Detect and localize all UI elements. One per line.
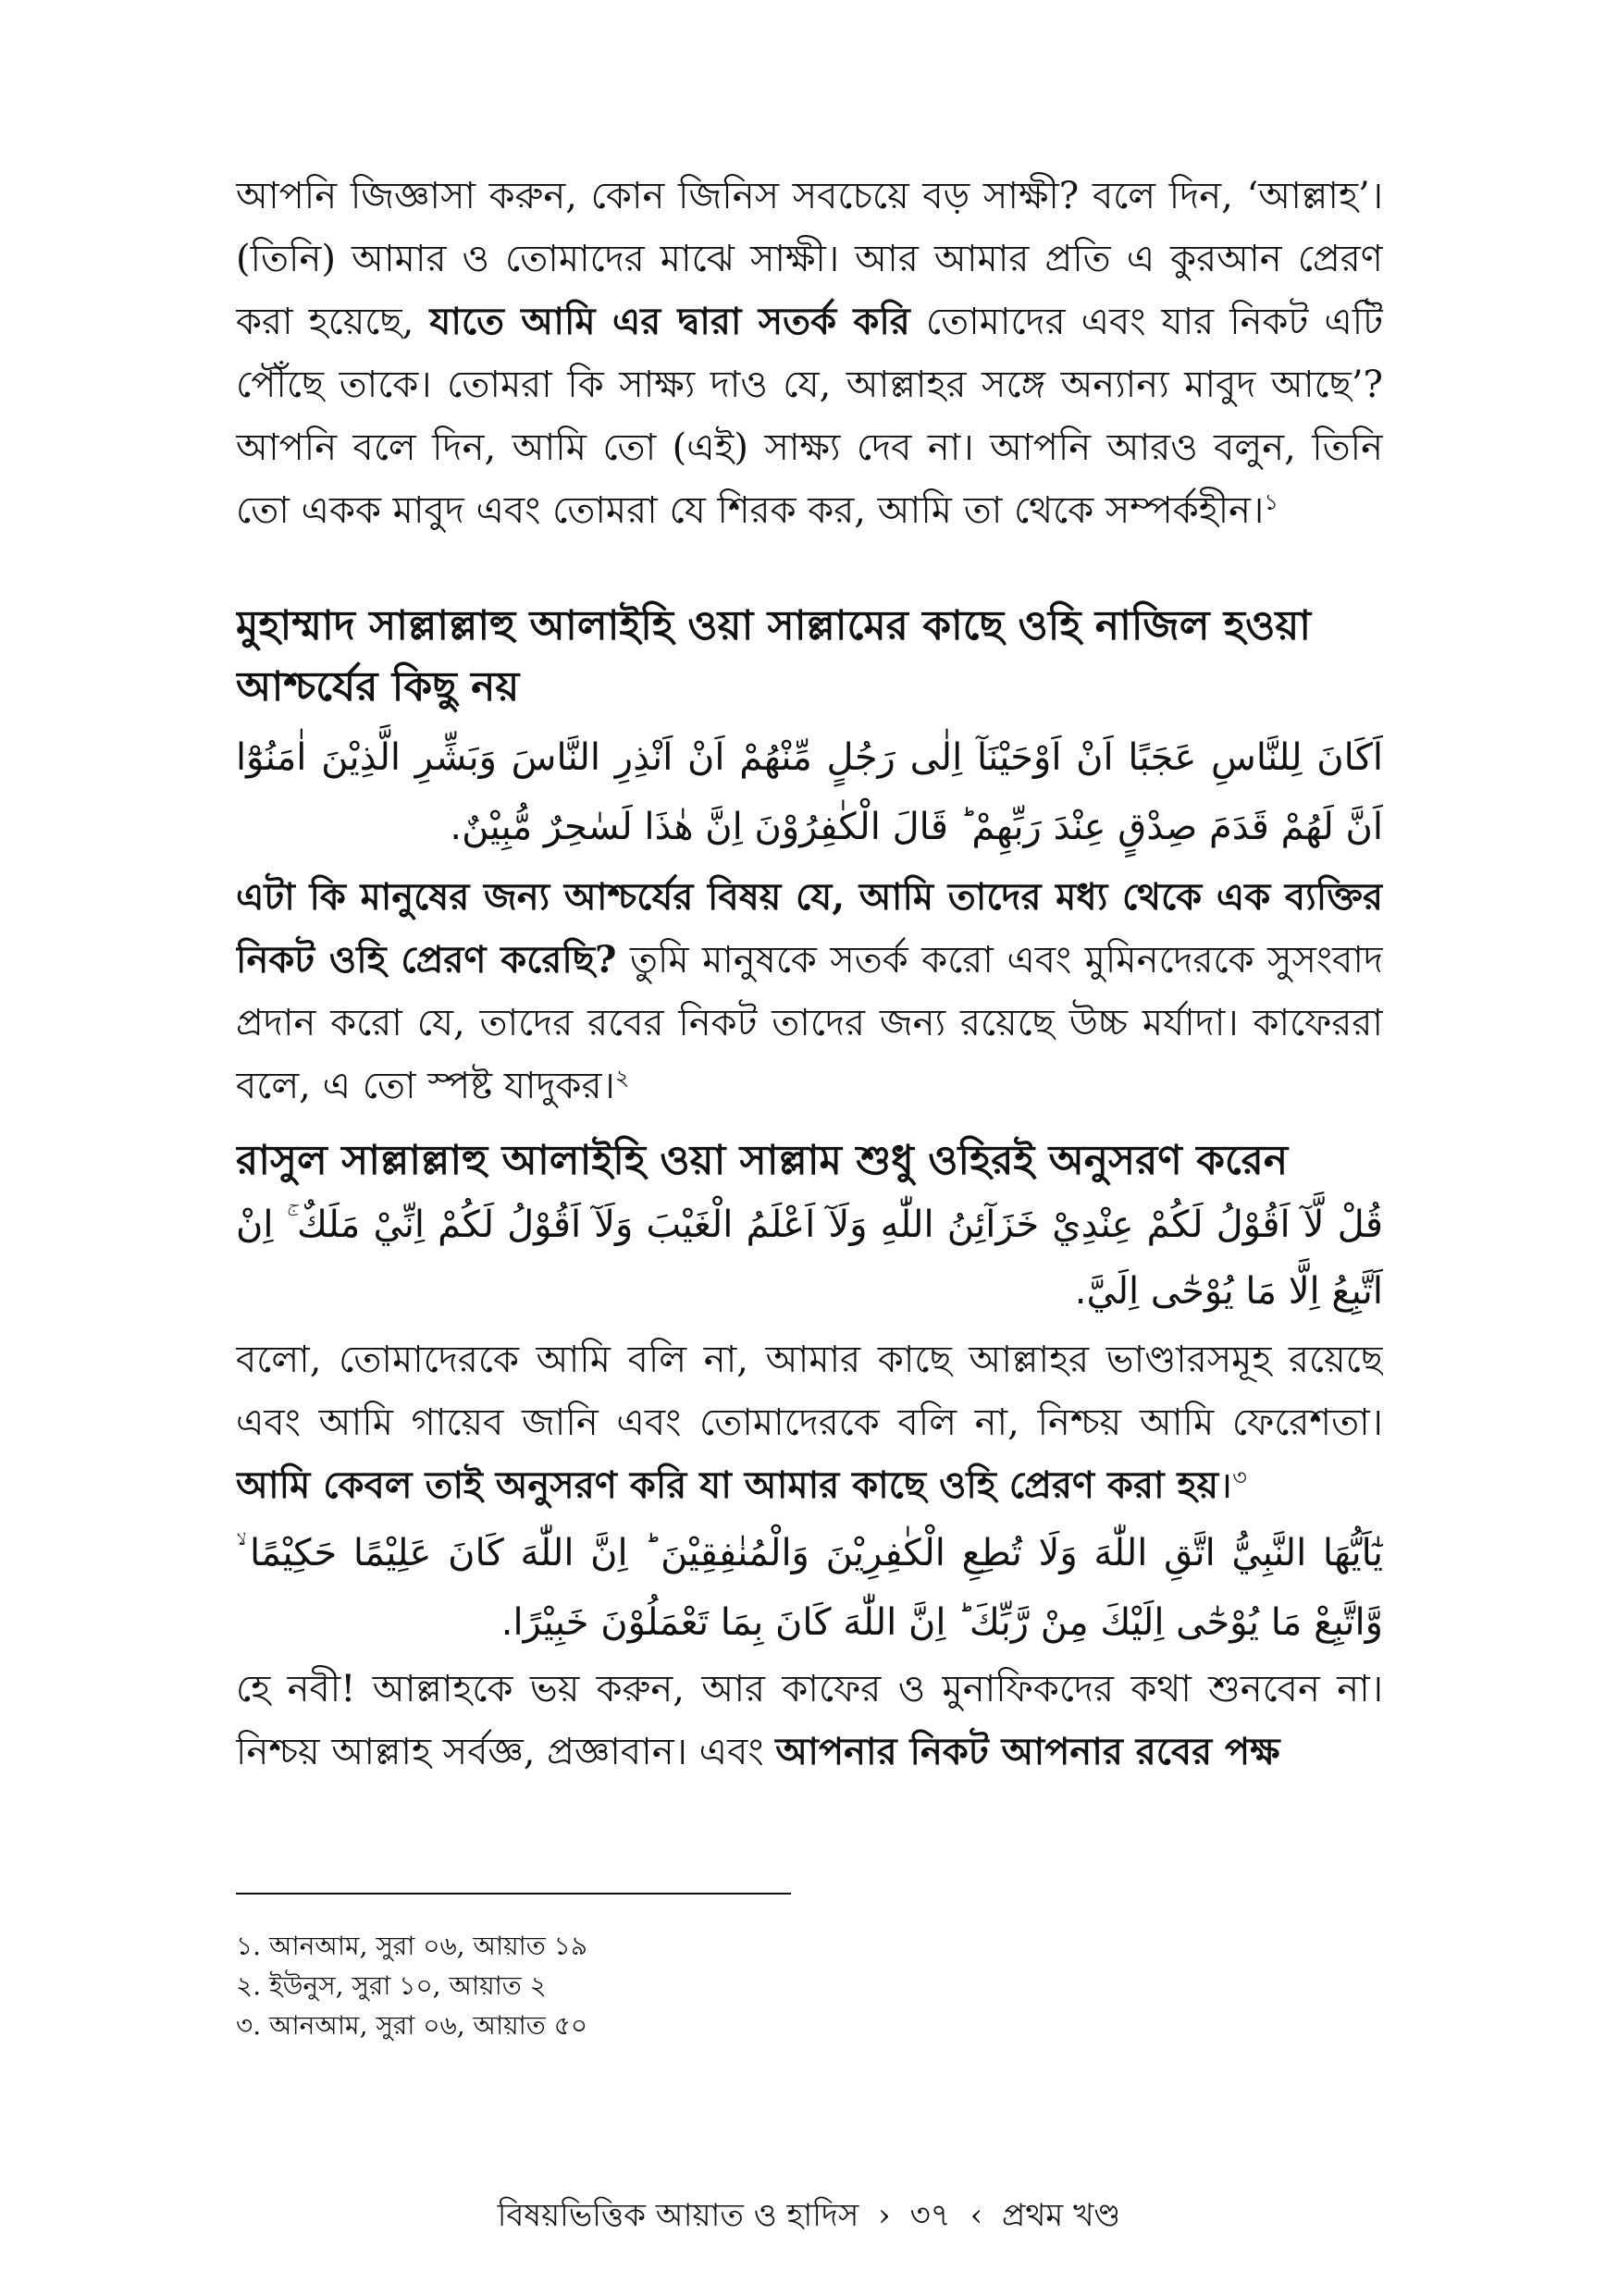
- paragraph-4-text-a: হে নবী! আল্লাহকে ভয় করুন, আর কাফের ও মুনাফিকদের কথা শুনবেন না। নিশ্চয় আল্লাহ সর্বজ্ঞ, প্রজ্ঞাবান। এবং: [236, 1668, 1383, 1773]
- paragraph-1-text-c: তোমাদের এবং যার নিকট এটি পৌঁছে তাকে। তোমরা কি সাক্ষ্য দাও যে, আল্লাহর সঙ্গে অন্যান্য মাবুদ আছে’? আপনি বলে দিন, আমি তো (এই) সাক্ষ্য দেব না। আপনি আরও বলুন, তিনি তো একক মাবুদ এবং তোমরা যে শিরক কর, আমি তা থেকে সম্পর্কহীন।: [236, 301, 1383, 532]
- section-heading-1: মুহাম্মাদ সাল্লাল্লাহু আলাইহি ওয়া সাল্লামের কাছে ওহি নাজিল হওয়া আশ্চর্যের কিছু নয়: [236, 602, 1312, 710]
- footnote-ref-2: ২: [614, 1065, 630, 1091]
- paragraph-3-text-c: ।: [1218, 1464, 1233, 1507]
- arabic-verse-1: اَكَانَ لِلنَّاسِ عَجَبًا اَنْ اَوْحَيْنَآ اِلٰى رَجُلٍ مِّنْهُمْ اَنْ اَنْذِرِ النَّاسَ وَبَشِّرِ الَّذِيْنَ اٰمَنُوْٓا اَنَّ لَهُمْ قَدَمَ صِدْقٍ عِنْدَ رَبِّهِمْ ؕ قَالَ الْكٰفِرُوْنَ اِنَّ هٰذَا لَسٰحِرٌ مُّبِيْنٌ.: [236, 736, 1383, 848]
- footer-separator-left: ›: [878, 2197, 891, 2234]
- paragraph-2-bold-text: এটা কি মানুষের জন্য আশ্চর্যের বিষয় যে, আমি তাদের মধ্য থেকে এক ব্যক্তির নিকট ওহি প্রেরণ করেছি?: [236, 875, 1383, 981]
- paragraph-2-text-rest: তুমি মানুষকে সতর্ক করো এবং মুমিনদেরকে সুসংবাদ প্রদান করো যে, তাদের রবের নিকট তাদের জন্য রয়েছে উচ্চ মর্যাদা। কাফেররা বলে, এ তো স্পষ্ট যাদুকর।: [236, 939, 1383, 1107]
- footnote-1: ১. আনআম, সুরা ০৬, আয়াত ১৯: [236, 1931, 588, 1961]
- footer-volume: প্রথম খণ্ড: [1002, 2197, 1121, 2234]
- footnote-2: ২. ইউনুস, সুরা ১০, আয়াত ২: [236, 1970, 547, 2001]
- paragraph-2: [236, 866, 1383, 1117]
- section-heading-2: রাসুল সাল্লাল্লাহু আলাইহি ওয়া সাল্লাম শুধু ওহিরই অনুসরণ করেন: [236, 1137, 1289, 1184]
- paragraph-3-text-a: বলো, তোমাদেরকে আমি বলি না, আমার কাছে আল্লাহর ভাণ্ডারসমূহ রয়েছে এবং আমি গায়েব জানি এবং তোমাদেরকে বলি না, নিশ্চয় আমি ফেরেশতা।: [236, 1339, 1383, 1444]
- paragraph-1-bold-text: যাতে আমি এর দ্বারা সতর্ক করি: [429, 300, 910, 343]
- arabic-verse-3: يٰٓاَيُّهَا النَّبِيُّ اتَّقِ اللّٰهَ وَلَا تُطِعِ الْكٰفِرِيْنَ وَالْمُنٰفِقِيْنَ ؕ اِنَّ اللّٰهَ كَانَ عَلِيْمًا حَكِيْمًا ۙ وَّاتَّبِعْ مَا يُوْحٰٓى اِلَيْكَ مِنْ رَّبِّكَ ؕ اِنَّ اللّٰهَ كَانَ بِمَا تَعْمَلُوْنَ خَبِيْرًا.: [236, 1532, 1383, 1644]
- arabic-verse-2: قُلْ لَّآ اَقُوْلُ لَكُمْ عِنْدِيْ خَزَآئِنُ اللّٰهِ وَلَآ اَعْلَمُ الْغَيْبَ وَلَآ اَقُوْلُ لَكُمْ اِنِّيْ مَلَكٌ ۚ اِنْ اَتَّبِعُ اِلَّا مَا يُوْحٰٓى اِلَيَّ.: [236, 1204, 1383, 1313]
- page-content: [236, 165, 1383, 1850]
- page-footer: [0, 2192, 1618, 2239]
- paragraph-4-bold-text: আপনার নিকট আপনার রবের পক্ষ: [775, 1730, 1280, 1773]
- paragraph-3-bold-text: আমি কেবল তাই অনুসরণ করি যা আমার কাছে ওহি প্রেরণ করা হয়: [236, 1463, 1219, 1507]
- paragraph-4: [236, 1658, 1383, 1784]
- footer-separator-right: ‹: [970, 2197, 983, 2234]
- footnote-3: ৩. আনআম, সুরা ০৬, আয়াত ৫০: [236, 2010, 588, 2041]
- footnote-ref-1: ১: [1264, 489, 1278, 515]
- footer-book-title: বিষয়ভিত্তিক আয়াত ও হাদিস: [497, 2197, 859, 2234]
- paragraph-1: [236, 165, 1383, 542]
- page-number: ৩৭: [909, 2197, 951, 2234]
- paragraph-1-text-a: আপনি জিজ্ঞাসা করুন, কোন জিনিস সবচেয়ে বড় সাক্ষী? বলে দিন, ‘আল্লাহ’। (তিনি) আমার ও তোমাদের মাঝে সাক্ষী। আর আমার প্রতি এ কুরআন প্রেরণ করা হয়েছে,: [236, 175, 1383, 343]
- footnote-divider: [236, 1893, 791, 1895]
- footnote-ref-3: ৩: [1232, 1464, 1247, 1490]
- footnotes: [236, 1926, 1383, 2045]
- paragraph-3: [236, 1328, 1383, 1517]
